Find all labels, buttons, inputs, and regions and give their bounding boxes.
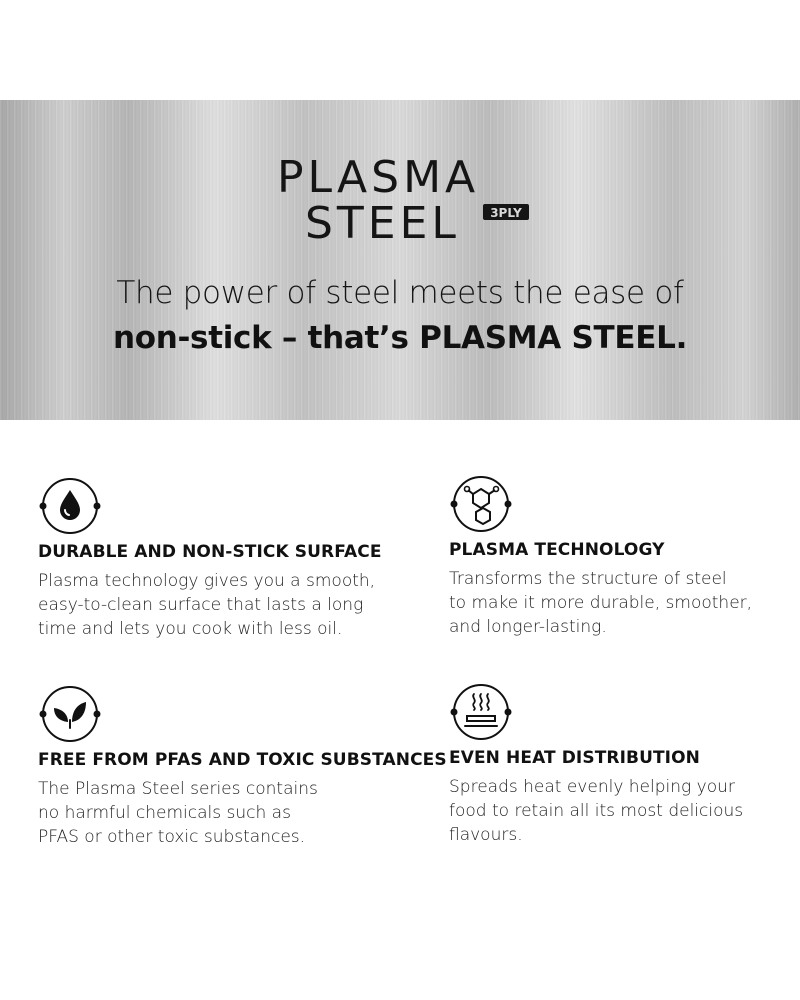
feature-description-line: The Plasma Steel series contains	[38, 779, 318, 799]
feature-description-line: flavours.	[449, 825, 523, 845]
oil-drop-icon	[38, 474, 102, 538]
logo-line2: STEEL	[305, 198, 460, 249]
feature-description	[449, 775, 743, 847]
feature-description	[38, 777, 318, 849]
feature-description-line: Spreads heat evenly helping your	[449, 777, 735, 797]
feature-description-line: PFAS or other toxic substances.	[38, 827, 306, 847]
feature-title: FREE FROM PFAS AND TOXIC SUBSTANCES	[38, 750, 447, 770]
plasma-steel-logo	[275, 154, 535, 250]
feature-description-line: easy-to-clean surface that lasts a long	[38, 595, 364, 615]
tagline-line2: non-stick – that’s PLASMA STEEL.	[112, 320, 688, 356]
tagline-line1: The power of steel meets the ease of	[116, 275, 684, 311]
feature-description-line: Transforms the structure of steel	[449, 569, 727, 589]
feature-description-line: and longer-lasting.	[449, 617, 607, 637]
feature-description	[38, 569, 375, 641]
feature-description-line: food to retain all its most delicious	[449, 801, 744, 821]
feature-description	[449, 567, 752, 639]
feature-description-line: no harmful chemicals such as	[38, 803, 291, 823]
feature-title: DURABLE AND NON-STICK SURFACE	[38, 542, 382, 562]
feature-description-line: time and lets you cook with less oil.	[38, 619, 343, 639]
molecule-icon	[449, 472, 513, 536]
logo-line1: PLASMA	[277, 154, 480, 203]
logo-3ply-badge: 3PLY	[490, 206, 522, 220]
feature-title: PLASMA TECHNOLOGY	[449, 540, 665, 560]
feature-description-line: Plasma technology gives you a smooth,	[38, 571, 376, 591]
feature-title: EVEN HEAT DISTRIBUTION	[449, 748, 700, 768]
steel-banner	[0, 100, 800, 420]
feature-description-line: to make it more durable, smoother,	[449, 593, 753, 613]
heat-waves-icon	[449, 680, 513, 744]
leaf-icon	[38, 682, 102, 746]
